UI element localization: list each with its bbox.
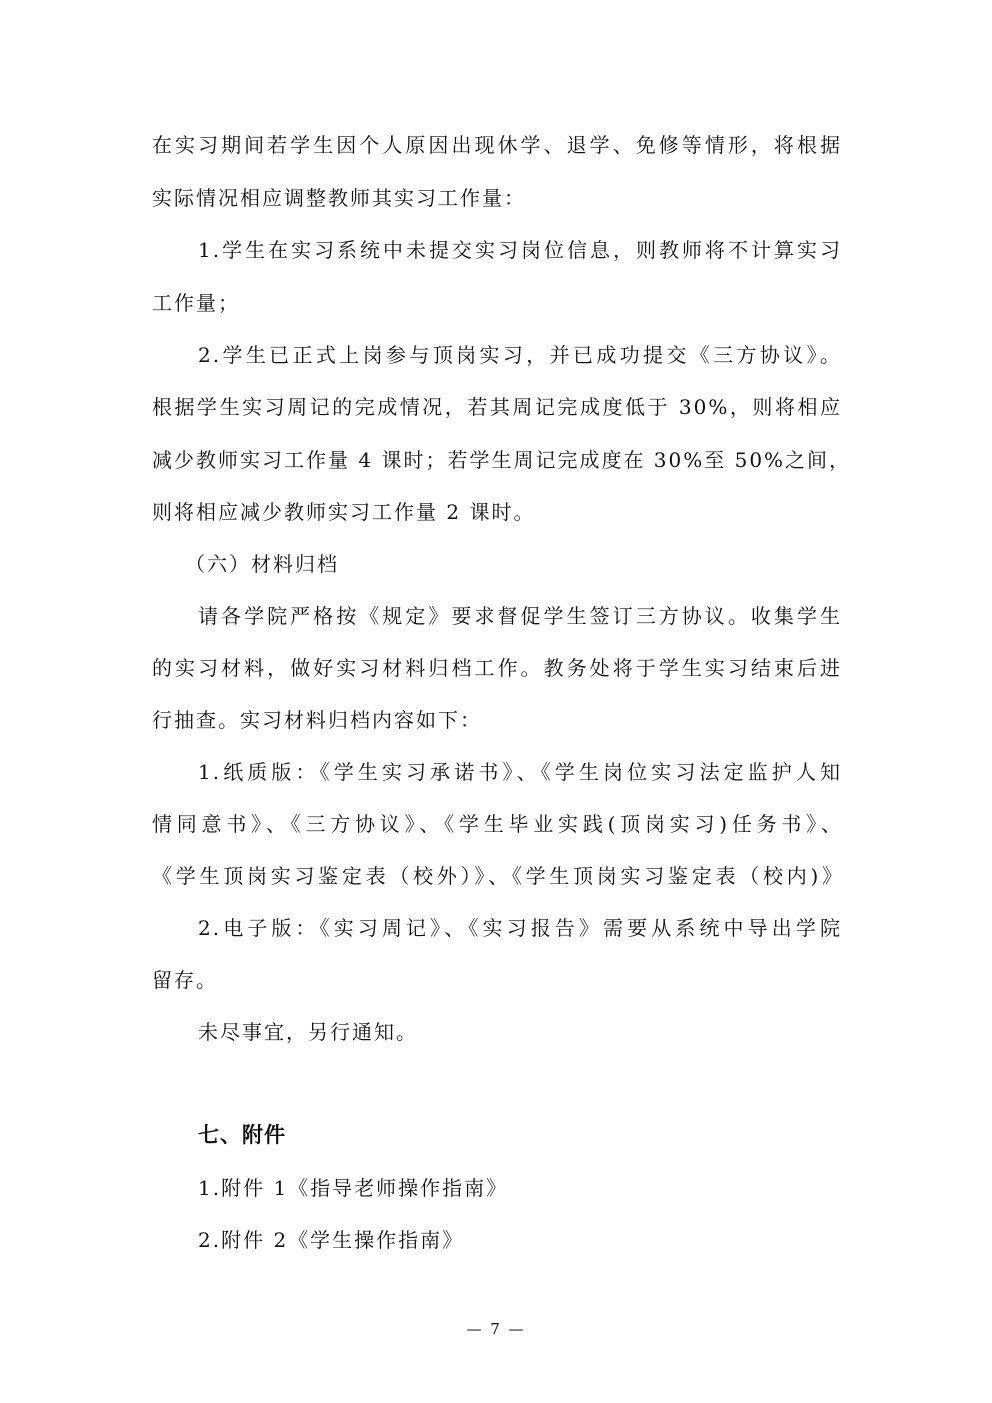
paragraph-line: 2.学生已正式上岗参与顶岗实习，并已成功提交《三方协议》。 bbox=[198, 343, 842, 367]
paragraph-line: 工作量； bbox=[152, 291, 240, 315]
paragraph-line: 根据学生实习周记的完成情况，若其周记完成度低于 30%，则将相应 bbox=[152, 395, 842, 419]
paragraph-line: 则将相应减少教师实习工作量 2 课时。 bbox=[152, 500, 536, 524]
paragraph-line: 《学生顶岗实习鉴定表（校外）》、《学生顶岗实习鉴定表（校内)》 bbox=[152, 864, 842, 888]
subsection-heading: （六）材料归档 bbox=[185, 552, 339, 576]
paragraph-line: 2.电子版：《实习周记》、《实习报告》需要从系统中导出学院 bbox=[198, 916, 842, 940]
paragraph-line: 减少教师实习工作量 4 课时；若学生周记完成度在 30%至 50%之间， bbox=[152, 448, 852, 472]
paragraph-line: 在实习期间若学生因个人原因出现休学、退学、免修等情形，将根据 bbox=[152, 133, 842, 157]
attachment-item: 2.附件 2《学生操作指南》 bbox=[198, 1228, 465, 1252]
page-number: — 7 — bbox=[466, 1320, 526, 1338]
paragraph-line: 实际情况相应调整教师其实习工作量： bbox=[152, 186, 526, 210]
paragraph-line: 1.纸质版：《学生实习承诺书》、《学生岗位实习法定监护人知 bbox=[198, 760, 842, 784]
attachment-item: 1.附件 1《指导老师操作指南》 bbox=[198, 1176, 509, 1200]
paragraph-line: 请各学院严格按《规定》要求督促学生签订三方协议。收集学生 bbox=[198, 604, 842, 628]
paragraph-line: 未尽事宜，另行通知。 bbox=[198, 1020, 418, 1044]
paragraph-line: 1.学生在实习系统中未提交实习岗位信息，则教师将不计算实习 bbox=[198, 238, 842, 262]
section-heading: 七、附件 bbox=[198, 1123, 286, 1147]
paragraph-line: 的实习材料，做好实习材料归档工作。教务处将于学生实习结束后进 bbox=[152, 656, 842, 680]
paragraph-line: 情同意书》、《三方协议》、《学生毕业实践(顶岗实习)任务书》、 bbox=[152, 812, 842, 836]
paragraph-line: 行抽查。实习材料归档内容如下： bbox=[152, 708, 482, 732]
paragraph-line: 留存。 bbox=[152, 968, 218, 992]
